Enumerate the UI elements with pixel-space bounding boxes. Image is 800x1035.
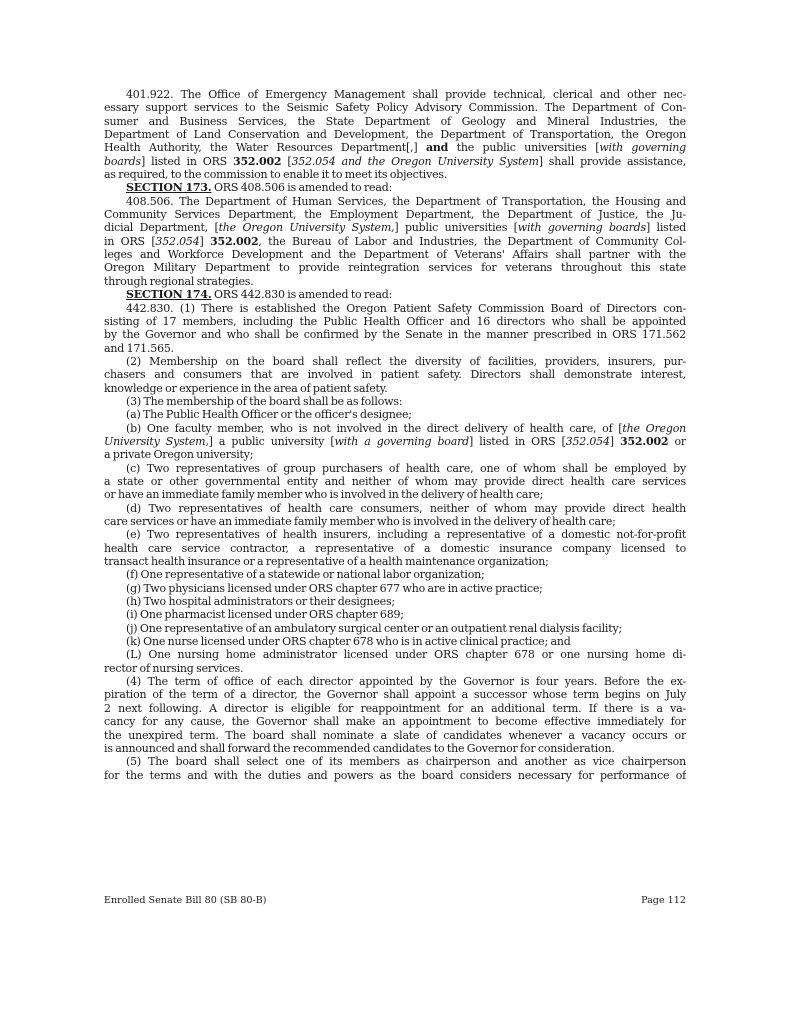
text-line: [104, 368, 686, 381]
text-run: and: [425, 141, 449, 155]
text-line: [104, 648, 686, 661]
text-run: , the Bureau of Labor and Industries, the Department of Community Col-: [258, 234, 686, 248]
text-run: rector of nursing services.: [104, 661, 244, 675]
text-run: dicial Department, [: [104, 221, 219, 235]
text-run: and 171.565.: [104, 341, 174, 355]
text-run: Department of Land Conservation and Development, the Department of Transportation, the Oregon: [104, 128, 686, 142]
text-line: [104, 288, 686, 301]
text-run: (k) One nurse licensed under ORS chapter 678 who is in active clinical practice; and: [126, 635, 571, 649]
text-run: the unexpired term. The board shall nominate a slate of candidates whenever a vacancy occurs or: [104, 728, 686, 742]
text-run: Oregon Military Department to provide reintegration services for veterans throughout this state: [104, 261, 686, 275]
text-run: (a) The Public Health Officer or the officer's designee;: [126, 408, 412, 422]
text-line: [104, 595, 686, 608]
section-heading: SECTION 174.: [126, 288, 212, 302]
text-run: 401.922. The Office of Emergency Management shall provide technical, clerical and other nec-: [126, 88, 686, 101]
text-line: [104, 635, 686, 648]
text-run: ] listed in ORS [: [468, 434, 566, 448]
text-line: [104, 315, 686, 328]
text-run: a private Oregon university;: [104, 448, 254, 462]
text-run: is announced and shall forward the recommended candidates to the Governor for consideration.: [104, 741, 615, 755]
text-run: boards: [104, 154, 141, 168]
text-line: [104, 675, 686, 688]
text-line: [104, 115, 686, 128]
text-run: (f) One representative of a statewide or national labor organization;: [126, 568, 485, 582]
text-run: 352.054 and the Oregon University System: [291, 154, 539, 168]
text-run: the public universities [: [448, 141, 600, 155]
text-line: [104, 395, 686, 408]
text-line: [104, 275, 686, 288]
text-run: 352.002: [210, 234, 259, 248]
text-run: chasers and consumers that are involved in patient safety. Directors shall demonstrate interest,: [104, 368, 686, 382]
text-run: 352.002: [233, 154, 282, 168]
text-run: 352.054: [565, 434, 610, 448]
text-run: as required, to the commission to enable it to meet its objectives.: [104, 168, 448, 182]
text-run: (5) The board shall select one of its members as chairperson and another as vice chairperson: [126, 755, 686, 769]
text-line: [104, 302, 686, 315]
text-run: ] shall provide assistance,: [538, 154, 686, 168]
text-line: [104, 488, 686, 501]
text-run: care services or have an immediate family member who is involved in the delivery of health care;: [104, 515, 616, 528]
text-line: [104, 542, 686, 555]
text-run: with governing boards: [517, 221, 646, 235]
text-run: or: [668, 434, 686, 448]
text-line: [104, 208, 686, 221]
text-line: [104, 702, 686, 715]
text-run: knowledge or experience in the area of patient safety.: [104, 381, 388, 395]
text-run: health care service contractor, a representative of a domestic insurance company licensed to: [104, 541, 686, 555]
text-run: ]: [199, 234, 211, 248]
text-line: [104, 408, 686, 421]
text-line: [104, 128, 686, 141]
text-run: (g) Two physicians licensed under ORS chapter 677 who are in active practice;: [126, 581, 543, 595]
text-run: the Oregon University System,: [218, 221, 395, 235]
text-run: 352.002: [620, 434, 669, 448]
text-run: (d) Two representatives of health care consumers, neither of whom may provide direct health: [126, 501, 686, 515]
text-line: [104, 235, 686, 248]
footer-bill-title: Enrolled Senate Bill 80 (SB 80-B): [104, 895, 267, 906]
text-run: ] listed: [645, 221, 686, 235]
text-run: in ORS [: [104, 234, 156, 248]
text-run: sisting of 17 members, including the Public Health Officer and 16 directors who shall be appointed: [104, 314, 686, 328]
text-line: [104, 448, 686, 461]
text-run: ] listed in ORS: [140, 154, 234, 168]
text-line: [104, 502, 686, 515]
text-line: [104, 622, 686, 635]
text-line: [104, 729, 686, 742]
text-line: [104, 88, 686, 101]
text-line: [104, 755, 686, 768]
text-line: [104, 141, 686, 154]
text-run: through regional strategies.: [104, 274, 254, 288]
text-line: [104, 528, 686, 541]
text-line: [104, 555, 686, 568]
text-line: [104, 608, 686, 621]
text-run: leges and Workforce Development and the Department of Veterans' Affairs shall partner with the: [104, 248, 686, 262]
text-run: [: [281, 154, 292, 168]
text-run: 352.054: [155, 234, 200, 248]
text-run: (3) The membership of the board shall be as follows:: [126, 394, 403, 408]
text-run: with governing: [599, 141, 686, 155]
text-run: (L) One nursing home administrator licensed under ORS chapter 678 or one nursing home di-: [126, 648, 686, 662]
text-line: [104, 101, 686, 114]
text-run: University System,: [104, 434, 209, 448]
text-line: [104, 382, 686, 395]
text-run: (e) Two representatives of health insurers, including a representative of a domestic not-for-profit: [126, 528, 686, 542]
page-footer: [104, 895, 686, 906]
text-run: ORS 442.830 is amended to read:: [211, 288, 393, 302]
text-run: (2) Membership on the board shall reflect the diversity of facilities, providers, insurers, pur-: [126, 354, 686, 368]
text-run: (c) Two representatives of group purchasers of health care, one of whom shall be employed by: [126, 461, 686, 475]
footer-page-number: Page 112: [641, 895, 686, 906]
text-line: [104, 328, 686, 341]
text-run: (j) One representative of an ambulatory surgical center or an outpatient renal dialysis facility;: [126, 621, 622, 635]
text-line: [104, 355, 686, 368]
text-run: Community Services Department, the Employment Department, the Department of Justice, the Ju-: [104, 208, 686, 222]
text-run: ORS 408.506 is amended to read:: [211, 181, 393, 195]
text-run: transact health insurance or a representative of a health maintenance organization;: [104, 555, 549, 569]
text-run: (b) One faculty member, who is not involved in the direct delivery of health care, of [: [126, 421, 623, 435]
text-run: piration of the term of a director, the Governor shall appoint a successor whose term begins on July: [104, 688, 686, 702]
text-run: ] public universities [: [394, 221, 518, 235]
text-line: [104, 422, 686, 435]
text-run: for the terms and with the duties and powers as the board considers necessary for performance of: [104, 768, 686, 782]
text-run: (h) Two hospital administrators or their designees;: [126, 595, 395, 609]
text-line: [104, 221, 686, 234]
text-line: [104, 168, 686, 181]
text-run: (4) The term of office of each director appointed by the Governor is four years. Before the ex-: [126, 675, 686, 689]
text-run: Health Authority, the Water Resources Department[,]: [104, 141, 426, 155]
text-line: [104, 155, 686, 168]
text-run: 2 next following. A director is eligible for reappointment for an additional term. If there is a va-: [104, 701, 686, 715]
text-line: [104, 475, 686, 488]
text-line: [104, 515, 686, 528]
document-body: [104, 88, 686, 782]
text-line: [104, 769, 686, 782]
text-run: the Oregon: [622, 421, 686, 435]
text-line: [104, 582, 686, 595]
text-run: by the Governor and who shall be confirmed by the Senate in the manner prescribed in ORS 171.562: [104, 328, 686, 342]
text-run: (i) One pharmacist licensed under ORS chapter 689;: [126, 608, 404, 622]
text-run: essary support services to the Seismic Safety Policy Advisory Commission. The Department of Con-: [104, 101, 686, 115]
text-run: 408.506. The Department of Human Services, the Department of Transportation, the Housing and: [126, 194, 686, 208]
text-run: cancy for any cause, the Governor shall make an appointment to become effective immediately for: [104, 715, 686, 729]
text-run: ]: [609, 434, 620, 448]
text-run: a state or other governmental entity and neither of whom may provide direct health care services: [104, 474, 686, 488]
text-line: [104, 715, 686, 728]
section-heading: SECTION 173.: [126, 181, 212, 195]
text-line: [104, 435, 686, 448]
text-run: 442.830. (1) There is established the Oregon Patient Safety Commission Board of Directors con-: [126, 301, 686, 315]
text-line: [104, 688, 686, 701]
text-run: with a governing board: [334, 434, 469, 448]
text-line: [104, 261, 686, 274]
text-line: [104, 462, 686, 475]
text-line: [104, 181, 686, 194]
text-line: [104, 742, 686, 755]
text-run: sumer and Business Services, the State Department of Geology and Mineral Industries, the: [104, 114, 686, 128]
text-line: [104, 662, 686, 675]
text-line: [104, 568, 686, 581]
text-run: ] a public university [: [208, 434, 335, 448]
text-line: [104, 195, 686, 208]
text-line: [104, 342, 686, 355]
text-line: [104, 248, 686, 261]
text-run: or have an immediate family member who is involved in the delivery of health care;: [104, 488, 544, 502]
